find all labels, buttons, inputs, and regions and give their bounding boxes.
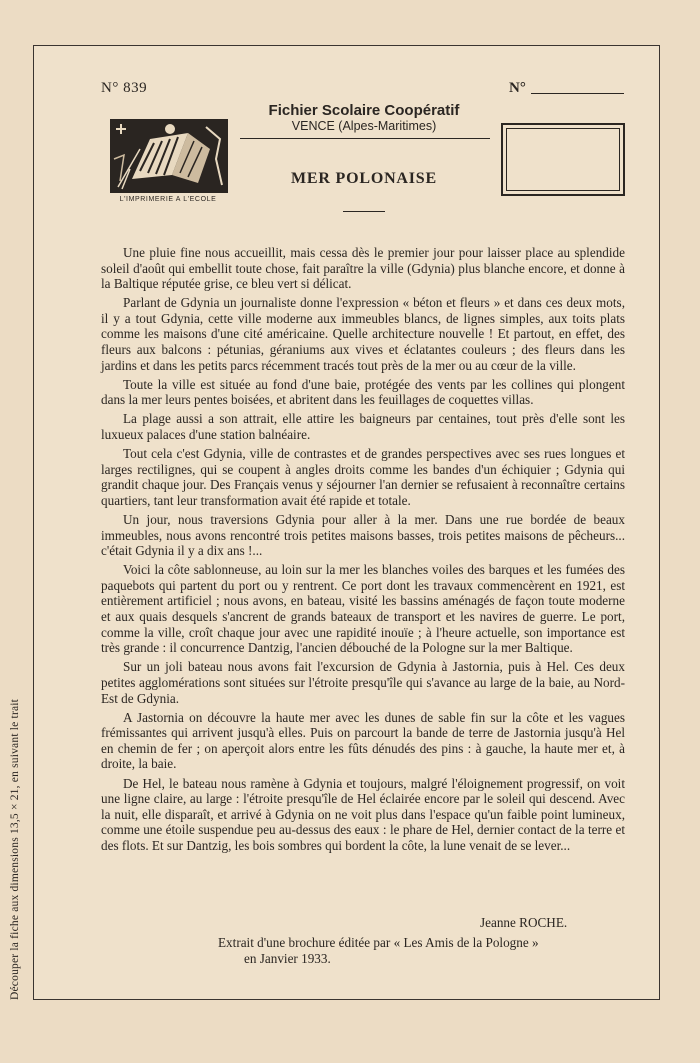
- paragraph: La plage aussi a son attrait, elle attire les baigneurs par centaines, tout près d'elle sont les luxueux palaces d'une station balnéaire.: [101, 411, 625, 443]
- paragraph: De Hel, le bateau nous ramène à Gdynia et toujours, malgré l'éloignement progressif, on voit une ligne claire, au large : l'étroite presqu'île de Hel éclairée encore par le soleil qui descend. Avec la nuit, elle disparaît, et arrivé à Gdynia on ne voit plus dans l'espace qu'un faible point lumineux, comme une étoile suspendue peu au-dessus des eaux : le phare de Hel, dernier contact de la terre et des flots. Et sur Dantzig, les bois sombres qui bordent la côte, la lune venait de se lever...: [101, 775, 625, 853]
- source-citation: [218, 935, 628, 967]
- paragraph: Sur un joli bateau nous avons fait l'excursion de Gdynia à Jastornia, puis à Hel. Ces deux petites agglomérations sont situées sur l'étroite presqu'île qui s'avance au large de la baie, au Nord-Est de Gdynia.: [101, 659, 625, 706]
- cutting-instruction: Découper la fiche aux dimensions 13,5 × 21, en suivant le trait: [9, 698, 21, 1000]
- paragraph: Toute la ville est située au fond d'une baie, protégée des vents par les collines qui plongent dans la mer leurs pentes boisées, et abritent dans les feuillages de coquettes villas.: [101, 376, 625, 408]
- author-signature: Jeanne ROCHE.: [480, 915, 568, 930]
- header-rule: [240, 138, 490, 139]
- logo-caption: L'IMPRIMERIE A L'ECOLE: [119, 196, 217, 203]
- paragraph: Parlant de Gdynia un journaliste donne l'expression « béton et fleurs » et dans ces deux mots, il y a tout Gdynia, cette ville moderne aux immeubles blancs, de lignes simples, aux toits plats comme les maisons d'une cité américaine. Quelle architecture nouvelle ! Et partout, en effet, des fleurs aux balcons : pétunias, géraniums aux vives et éclatantes couleurs ; des fleurs dans les jardins et dans les petits parcs récemment tracés tout près de la mer ou au cœur de la ville.: [101, 295, 625, 373]
- paragraph: Voici la côte sablonneuse, au loin sur la mer les blanches voiles des barques et les fumées des paquebots qui partent du port ou y rentrent. Ce port dont les travaux commencèrent en 1921, est entièrement artificiel ; nous avons, en bateau, visité les bassins aménagés de façon toute moderne et aux quais desquels s'ancrent de grands bateaux de transport et les navires de guerre. Le port, comme la ville, croît chaque jour avec une rapidité inouïe ; à l'heure actuelle, son importance est très grande : il concurrence Dantzig, l'ancien débouché de la Pologne sur la mer Baltique.: [101, 562, 625, 656]
- stamp-box: [501, 123, 625, 196]
- source-date: en Janvier 1933.: [244, 951, 331, 966]
- filing-number-label: N°: [509, 80, 526, 96]
- title-underline: [343, 211, 385, 212]
- printing-press-logo-icon: [110, 119, 228, 193]
- publication-location: VENCE (Alpes-Maritimes): [291, 119, 437, 133]
- paragraph: Un jour, nous traversions Gdynia pour aller à la mer. Dans une rue bordée de beaux immeubles, nous avons rencontré trois petites maisons basses, trois petites maisons de pêcheurs... c'était Gdynia il y a dix ans !...: [101, 512, 625, 559]
- article-body: [101, 245, 625, 857]
- card-number: N° 839: [101, 80, 148, 96]
- filing-number-blank: [531, 93, 624, 94]
- document-title: MER POLONAISE: [291, 170, 437, 187]
- source-line: Extrait d'une brochure éditée par « Les Amis de la Pologne »: [218, 935, 539, 950]
- paragraph: Tout cela c'est Gdynia, ville de contrastes et de grandes perspectives avec ses rues longues et larges rectilignes, qui se coupent à angles droits comme les bandes d'un échiquier ; Gdynia qui grandit chaque jour. Des Français venus y séjourner l'an dernier se refusaient à reconnaître certains quartiers, tant leur transformation avait été rapide et totale.: [101, 446, 625, 508]
- paragraph: A Jastornia on découvre la haute mer avec les dunes de sable fin sur la côte et les vagues frémissantes qui arrivent jusqu'à elles. Puis on parcourt la bande de terre de Jastornia jusqu'à Hel en chemin de fer ; on aperçoit alors entre les fûts dénudés des pins : à gauche, la haute mer et, à droite, la baie.: [101, 709, 625, 772]
- paragraph: Une pluie fine nous accueillit, mais cessa dès le premier jour pour laisser place au splendide soleil d'août qui embellit toute chose, fait paraître la ville (Gdynia) plus blanche encore, et donne à la Baltique réputée grise, ce bleu vert si délicat.: [101, 245, 625, 292]
- publication-name: Fichier Scolaire Coopératif: [268, 102, 460, 119]
